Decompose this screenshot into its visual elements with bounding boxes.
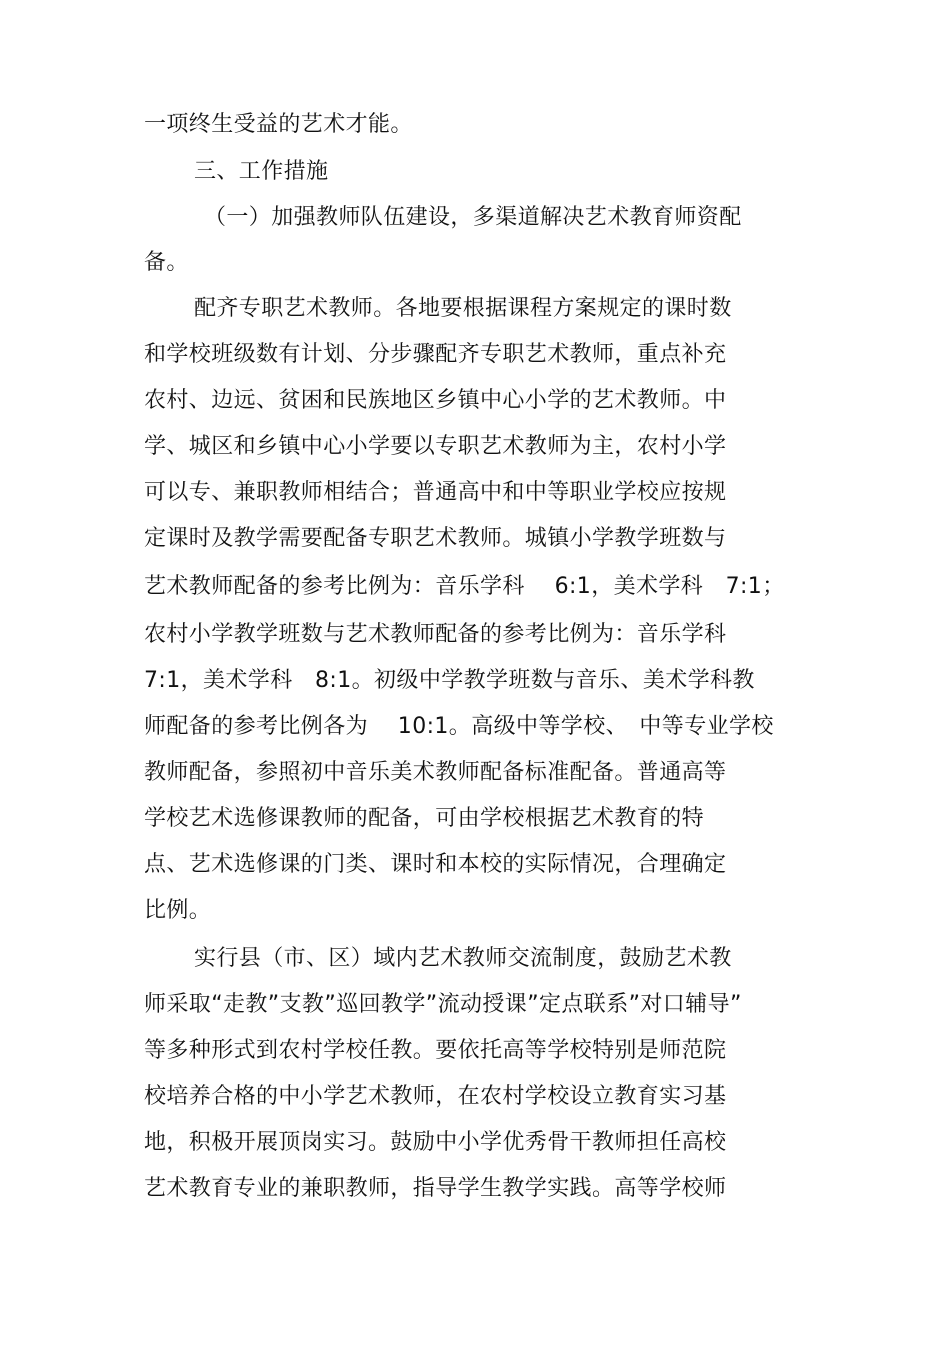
text-line: 教师配备，参照初中音乐美术教师配备标准配备。普通高等 — [144, 760, 727, 785]
text-line: 和学校班级数有计划、分步骤配齐专职艺术教师，重点补充 — [144, 342, 727, 367]
text-line: 比例。 — [144, 898, 212, 923]
text-line: 可以专、兼职教师相结合；普通高中和中等职业学校应按规 — [144, 480, 727, 505]
text-line: 实行县（市、区）域内艺术教师交流制度，鼓励艺术教 — [194, 946, 732, 971]
text-line: 师采取“走教”支教”巡回教学”流动授课”定点联系”对口辅导” — [144, 992, 742, 1017]
text-line: 校培养合格的中小学艺术教师，在农村学校设立教育实习基 — [144, 1084, 727, 1109]
text-line: 艺术教育专业的兼职教师，指导学生教学实践。高等学校师 — [144, 1176, 727, 1201]
text-line: 农村、边远、贫困和民族地区乡镇中心小学的艺术教师。中 — [144, 388, 727, 413]
text-line: 7:1，美术学科 8:1。初级中学教学班数与音乐、美术学科教 — [144, 668, 755, 693]
section-heading: 三、工作措施 — [194, 159, 329, 184]
text-line: 配齐专职艺术教师。各地要根据课程方案规定的课时数 — [194, 296, 732, 321]
text-line: 学、城区和乡镇中心小学要以专职艺术教师为主，农村小学 — [144, 434, 727, 459]
subsection-heading: （一）加强教师队伍建设，多渠道解决艺术教育师资配 — [204, 205, 742, 230]
text-line: 一项终生受益的艺术才能。 — [144, 112, 413, 137]
text-line: 农村小学教学班数与艺术教师配备的参考比例为：音乐学科 — [144, 622, 727, 647]
text-line: 点、艺术选修课的门类、课时和本校的实际情况，合理确定 — [144, 852, 727, 877]
text-line: 地，积极开展顶岗实习。鼓励中小学优秀骨干教师担任高校 — [144, 1130, 727, 1155]
text-line: 师配备的参考比例各为 10:1。高级中等学校、 中等专业学校 — [144, 714, 774, 739]
text-line: 定课时及教学需要配备专职艺术教师。城镇小学教学班数与 — [144, 526, 727, 551]
text-line: 学校艺术选修课教师的配备，可由学校根据艺术教育的特 — [144, 806, 705, 831]
text-line: 等多种形式到农村学校任教。要依托高等学校特别是师范院 — [144, 1038, 727, 1063]
text-line: 艺术教师配备的参考比例为：音乐学科 6:1，美术学科 7:1； — [144, 574, 785, 599]
text-line: 备。 — [144, 250, 189, 275]
